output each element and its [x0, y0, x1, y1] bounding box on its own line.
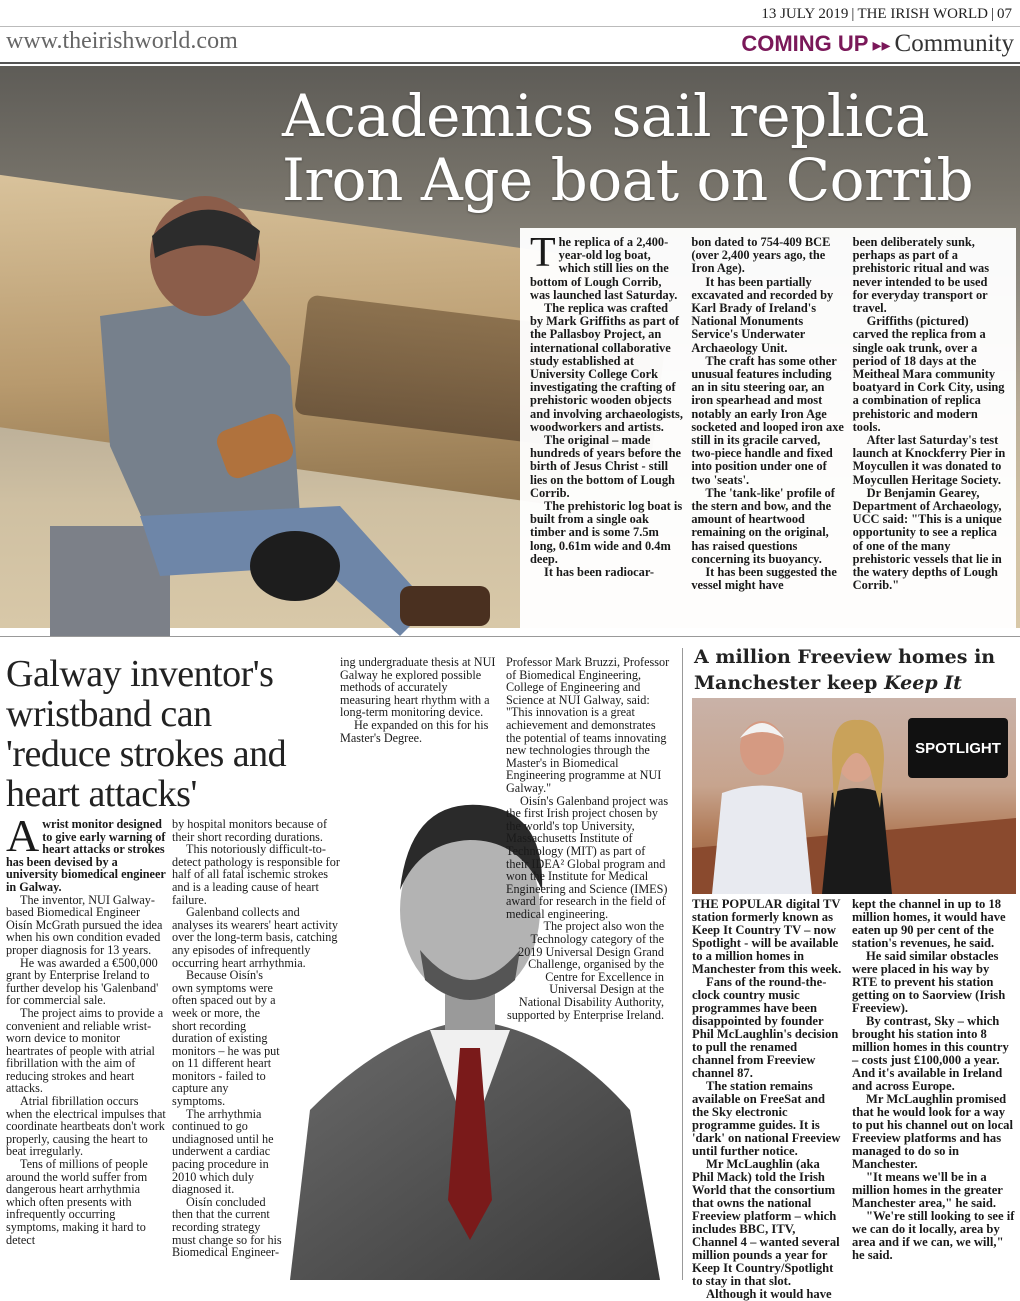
man-shirt [712, 786, 812, 895]
paragraph: "We're still looking to see if we can do it locally, area by area and if we can, we will," he said. [852, 1209, 1015, 1262]
hero-headline-line1: Academics sail replica [282, 82, 929, 150]
paragraph: Mr McLaughlin promised that he would look for a way to put his channel out on local Freeview platforms and has managed to do so in Manchester. [852, 1092, 1013, 1171]
paragraph: Oisín's Galenband project was the first Irish project chosen by the world's top University, Massachusetts Institute of Technology (MIT) as part of their IDEA² Global program and won the Institute for Medical Engineering and Science (IMES) award for research in the field of medical engineering. [506, 793, 669, 921]
paragraph: Mr McLaughlin (aka Phil Mack) told the Irish World that the consortium that owns the national Freeview platform – which includes BBC, ITV, Channel 4 – wanted several million pounds a year for Keep It Country/Spotlight to stay in that slot. [692, 1157, 840, 1288]
article-column-2 [172, 818, 344, 1259]
paragraph: The station remains available on FreeSat and the Sky electronic programme guides. It is 'dark' on national Freeview until further notice. [692, 1079, 841, 1158]
section-name: Community [894, 30, 1014, 57]
paragraph: The arrhythmia continued to go undiagnosed until he underwent a cardiac pacing procedure in 2010 which duly diagnosed it. [172, 1106, 274, 1197]
woman-dress [822, 788, 892, 894]
paragraph: ing undergraduate thesis at NUI Galway he explored possible methods of accurately measuring heart rhythm with a long-term monitoring device. [340, 655, 496, 720]
paragraph: by hospital monitors because of their short recording durations. [172, 817, 328, 844]
hero-feature [0, 66, 1020, 628]
paragraph: He was awarded a €500,000 grant by Enterprise Ireland to further develop his 'Galenband' for commercial sale. [6, 955, 159, 1008]
wristband-article [0, 640, 676, 1280]
paragraph: The 'tank-like' profile of the stern and bow, and the amount of heartwood remaining on the original, has raised questions concerning its buoyancy. [691, 485, 835, 566]
article-column-2 [852, 898, 1016, 1262]
hero-column-2 [691, 236, 844, 670]
paragraph: It has been partially excavated and recorded by Karl Brady of Ireland's National Monuments Service's Underwater Archaeology Unit. [691, 274, 834, 355]
paragraph: been deliberately sunk, perhaps as part of a prehistoric ritual and was never intended to be used for everyday transport or travel. [852, 235, 990, 316]
paragraph: "It means we'll be in a million homes in the greater Manchester area," he said. [852, 1170, 1003, 1210]
paragraph: The project also won the Technology category of the 2019 Universal Design Grand Challenge, organised by the Centre for Excellence in Universal Design at the National Disability Authority, supported by Enterprise Ireland. [506, 919, 664, 1022]
freeview-article [686, 640, 1020, 1301]
paragraph: Galenband collects and analyses its wearers' heart activity over the long-term basis, catching any episodes of infrequently occurring heart arrhythmia. [172, 905, 338, 970]
paragraph: The project aims to provide a convenient and reliable wrist-worn device to monitor heartrates of people with atrial fibrillation with the aim of reducing strokes and heart attacks. [6, 1005, 164, 1096]
column-divider [682, 648, 683, 1280]
spotlight-logo: SPOTLIGHT [908, 718, 1008, 778]
article-headline: Galway inventor's wristband can 'reduce strokes and heart attacks' [6, 653, 287, 815]
article-column-3 [340, 656, 500, 744]
paragraph: kept the channel in up to 18 million homes, it would have eaten up 90 per cent of the station's revenues, he said. [852, 897, 1006, 950]
article-column-1 [6, 810, 166, 1247]
paragraph: It has been radiocar- [544, 565, 655, 580]
paragraph: THE POPULAR digital TV station formerly known as Keep It Country TV – now Spotlight - will be available to a million homes in Manchester from this week. [692, 897, 842, 976]
paragraph: Professor Mark Bruzzi, Professor of Biomedical Engineering, College of Engineering and Science at NUI Galway, said: "This innovation is a great achievement and demonstrates the potential of teams innovating new technologies through the Master's in Biomedical Engineering programme at NUI Galway." [506, 655, 670, 795]
boot [400, 586, 490, 626]
hero-column-1 [530, 230, 683, 670]
issue-date: 13 JULY 2019 [761, 6, 849, 22]
hero-column-3 [853, 236, 1006, 670]
page-number: 07 [997, 6, 1012, 22]
paragraph: Dr Benjamin Gearey, Department of Archaeology, UCC said: "This is a unique opportunity to see a replica of one of the many prehistoric vessels that lie in the watery depths of Lough Corrib." [852, 485, 1002, 593]
paragraph: Griffiths (pictured) carved the replica from a single oak trunk, over a period of 18 days at the Meitheal Mara community boatyard in Cork City, using a combination of replica prehistoric and modern tools. [852, 314, 1005, 434]
page-folio: 13 JULY 2019 | THE IRISH WORLD | 07 [761, 6, 1012, 22]
paragraph: The replica of a 2,400-year-old log boat, which still lies on the bottom of Lough Corrib, was launched last Saturday. [530, 230, 678, 302]
paragraph: Although it would have [706, 1287, 832, 1301]
site-url: www.theirishworld.com [6, 28, 238, 54]
presenters-photo [692, 698, 1016, 894]
section-divider [0, 636, 1020, 637]
paragraph: The inventor, NUI Galway-based Biomedical Engineer Oisín McGrath pursued the idea when his own condition evaded proper diagnosis for 13 years. [6, 892, 163, 957]
double-arrow-icon: ▸▸ [872, 35, 891, 56]
drop-cap: A [6, 810, 40, 861]
paragraph: After last Saturday's test launch at Knockferry Pier in Moycullen it was donated to Moycullen Heritage Society. [852, 433, 1006, 487]
paragraph: By contrast, Sky – which brought his station into 8 million homes in this country – costs just £100,000 a year. And it's available in Ireland and across Europe. [852, 1014, 1009, 1093]
article-column-4 [506, 656, 670, 1021]
hero-article-body [520, 228, 1016, 674]
article-headline: A million Freeview homes in Manchester keep Keep It [694, 646, 996, 694]
paragraph: Tens of millions of people around the world suffer from dangerous heart arrhythmia which often presents with infrequently occurring symptoms, making it hard to detect [6, 1157, 148, 1247]
paragraph: Fans of the round-the-clock country music programmes have been disappointed by founder Phil McLaughlin's decision to pull the renamed channel from Freeview channel 87. [692, 975, 839, 1080]
hero-headline [282, 84, 1012, 212]
article-column-1 [692, 898, 842, 1301]
paragraph: He expanded on this for his Master's Degree. [340, 717, 489, 745]
paragraph: He said similar obstacles were placed in his way by RTE to prevent his station getting on to Saorview (Irish Freeview). [852, 949, 1006, 1015]
section-label: COMING UP [741, 31, 869, 56]
paragraph: Atrial fibrillation occurs when the electrical impulses that coordinate heartbeats don't work properly, causing the heart to beat irregularly. [6, 1094, 166, 1159]
paragraph: The craft has some other unusual features including an in situ steering oar, an iron spearhead and most notably an early Iron Age socketed and looped iron axe still in its gracile carved, two-piece handle and fixed into position under one of two 'seats'. [691, 353, 844, 487]
paragraph: The original – made hundreds of years before the birth of Jesus Christ - still lies on the bottom of Lough Corrib. [530, 433, 681, 500]
publication-name: THE IRISH WORLD [857, 6, 988, 22]
paragraph: Oisín concluded then that the current recording strategy must change so for his Biomedical Engineer- [172, 1194, 282, 1260]
woodworker-photo [40, 186, 520, 646]
paragraph: Because Oisín's own symptoms were often spaced out by a week or more, the short recording duration of existing monitors – he was put on 11 different heart monitors - failed to capture any symptoms. [172, 968, 280, 1109]
header-rule [0, 62, 1020, 64]
paragraph: This notoriously difficult-to-detect pathology is responsible for half of all fatal ischemic strokes and is a leading cause of heart failure. [172, 842, 340, 907]
paragraph: The replica was crafted by Mark Griffiths as part of the Pallasboy Project, an international collaborative study established at University College Cork investigating the crafting of prehistoric wooden objects and involving archaeologists, woodworkers and artists. [530, 301, 683, 434]
knee-pad [250, 531, 340, 601]
top-rule [0, 26, 1020, 27]
lead-paragraph: Awrist monitor designed to give early warning of heart attacks or strokes has been devised by a university biomedical engineer in Galway. [6, 810, 166, 894]
hero-headline-line2: Iron Age boat on Corrib [282, 146, 974, 214]
paragraph: It has been suggested the vessel might have [691, 565, 837, 593]
drop-cap: T [530, 230, 556, 276]
paragraph: bon dated to 754-409 BCE (over 2,400 years ago, the Iron Age). [691, 235, 831, 276]
paragraph: The prehistoric log boat is built from a single oak timber and is some 7.5m long, 0.61m wide and 0.4m deep. [530, 499, 683, 566]
section-tag [741, 30, 1014, 58]
